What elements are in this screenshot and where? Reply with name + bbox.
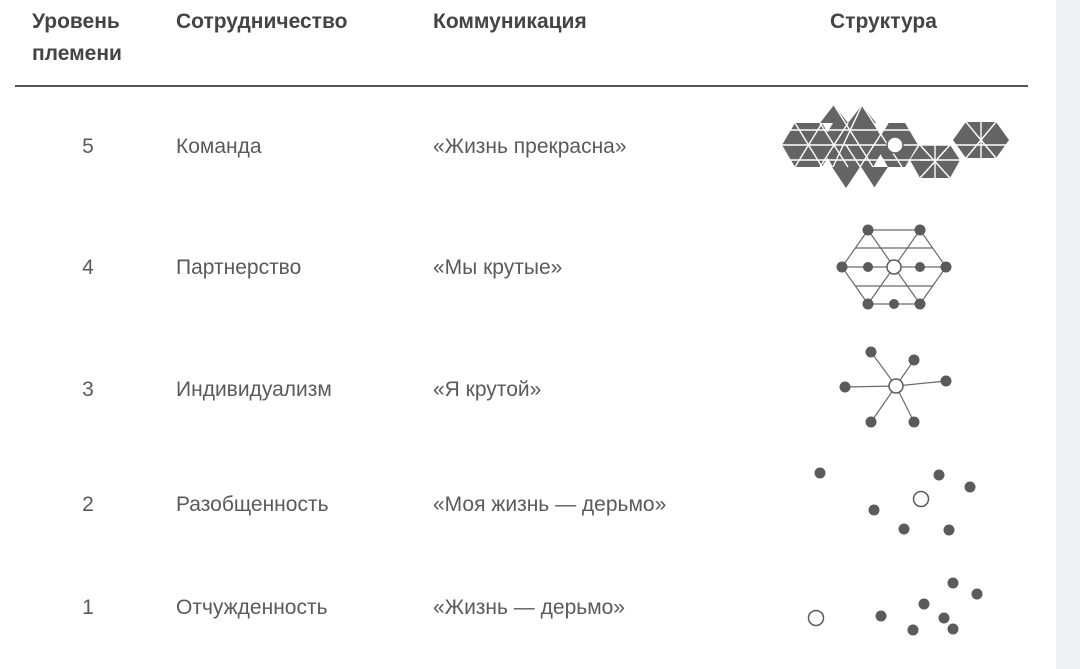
tribe-level-number: 4 xyxy=(82,256,94,279)
communication-phrase: «Моя жизнь — дерьмо» xyxy=(433,493,667,516)
header-tribe-level xyxy=(32,6,152,70)
tribe-level-number: 2 xyxy=(82,493,94,516)
communication-phrase: «Жизнь — дерьмо» xyxy=(433,596,625,619)
cooperation-type: Команда xyxy=(176,135,262,158)
communication-phrase: «Я крутой» xyxy=(433,378,542,401)
isolated-dots-icon xyxy=(770,565,1020,655)
hexagon-team-network-icon xyxy=(770,100,1020,195)
tribe-level-number: 1 xyxy=(82,596,94,619)
cooperation-type: Партнерство xyxy=(176,256,302,279)
header-structure: Структура xyxy=(830,10,937,33)
scattered-dots-icon xyxy=(770,455,1020,550)
scrollbar-gutter xyxy=(1056,0,1080,669)
header-communication: Коммуникация xyxy=(433,10,587,33)
hexagon-partnership-network-icon xyxy=(770,215,1020,320)
header-divider xyxy=(15,85,1028,87)
tribe-level-number: 3 xyxy=(82,378,94,401)
star-network-icon xyxy=(770,338,1020,438)
cooperation-type: Индивидуализм xyxy=(176,378,332,401)
cooperation-type: Разобщенность xyxy=(176,493,329,516)
header-tribe-level-line1: Уровень xyxy=(32,10,120,33)
tribe-level-number: 5 xyxy=(82,135,94,158)
communication-phrase: «Жизнь прекрасна» xyxy=(433,135,627,158)
cooperation-type: Отчужденность xyxy=(176,596,328,619)
communication-phrase: «Мы крутые» xyxy=(433,256,563,279)
header-cooperation: Сотрудничество xyxy=(176,10,348,33)
header-tribe-level-line2: племени xyxy=(32,42,122,65)
